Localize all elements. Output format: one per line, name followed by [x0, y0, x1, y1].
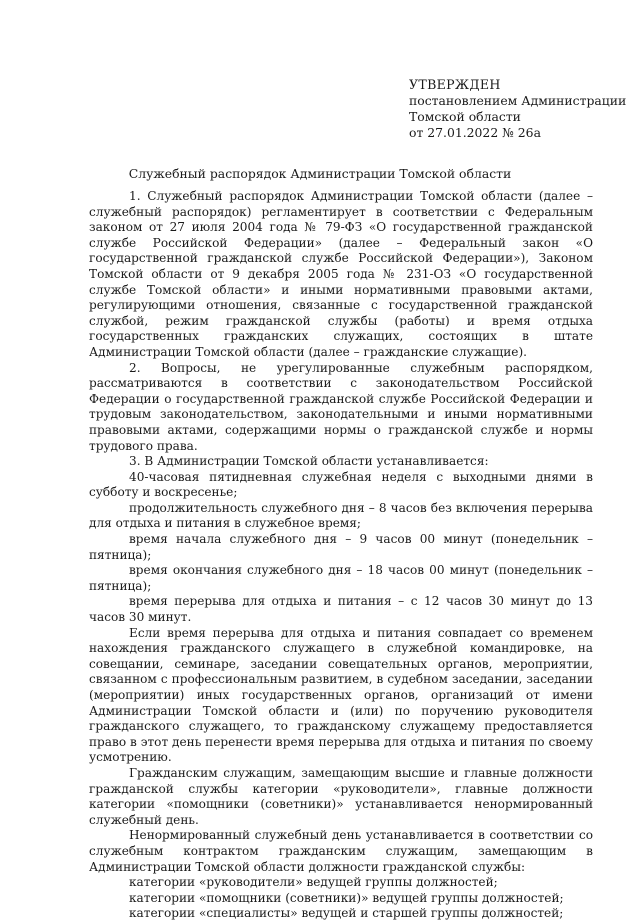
list-item: категории «руководители» ведущей группы должностей; [129, 875, 498, 890]
paragraph: Ненормированный служебный день устанавливается в соответствии со служебным контрактом гражданским служащим, замещающим в Администрации Томской области должности гражданской службы: [89, 828, 593, 874]
approval-stamp [409, 77, 626, 141]
approval-heading: УТВЕРЖДЕН [409, 77, 501, 92]
paragraph: Если время перерыва для отдыха и питания совпадает со временем нахождения гражданского служащего в служебной командировке, на совещании, семинаре, заседании совещательных органов, мероприятии, связанном с профессиональным развитием, в судебном заседании, заседании (мероприятии) иных государственных органов, организаций от имени Администрации Томской области и (или) по поручению руководителя гражданского служащего, то гражданскому служащему предоставляется право в этот день перенести время перерыва для отдыха и питания по своему усмотрению. [89, 625, 593, 765]
list-item: 40-часовая пятидневная служебная неделя с выходными днями в субботу и воскресенье; [89, 469, 593, 500]
list-item: продолжительность служебного дня – 8 часов без включения перерыва для отдыха и питания в служебное время; [89, 500, 593, 531]
paragraph: Гражданским служащим, замещающим высшие и главные должности гражданской службы категории «руководители», главные должности категории «помощники (советники)» устанавливается ненормированный служебный день. [89, 765, 593, 827]
list-item: время перерыва для отдыха и питания – с 12 часов 30 минут до 13 часов 30 минут. [89, 594, 593, 625]
list-item: время начала служебного дня – 9 часов 00 минут (понедельник – пятница); [89, 532, 593, 562]
approval-line: постановлением Администрации [409, 93, 627, 108]
paragraph: 1. Служебный распорядок Администрации Томской области (далее – служебный распорядок) регламентирует в соответствии с Федеральным законом от 27 июля 2004 года № 79-ФЗ «О государственной гражданской службе Российской Федерации» (далее – Федеральный закон «О государственной гражданской службе Российской Федерации»), Законом Томской области от 9 декабря 2005 года № 231-ОЗ «О государственной службе Томской области» и иными нормативными правовыми актами, регулирующими отношения, связанные с государственной гражданской службой, режим гражданской службы (работы) и время отдыха государственных гражданских служащих, состоящих в штате Администрации Томской области (далее – гражданские служащие). [89, 189, 593, 359]
document-title: Служебный распорядок Администрации Томской области [128, 166, 512, 181]
approval-line: Томской области [409, 109, 521, 124]
paragraph: 2. Вопросы, не урегулированные служебным распорядком, рассматриваются в соответствии с законодательством Российской Федерации о государственной гражданской службе Российской Федерации и трудовым законодательством, законодательными и иными нормативными правовыми актами, содержащими нормы о гражданской службе и нормы трудового права. [89, 360, 593, 453]
document-body [89, 189, 593, 922]
paragraph: 3. В Администрации Томской области устанавливается: [129, 454, 489, 469]
list-item: категории «специалисты» ведущей и старшей группы должностей; [129, 906, 564, 921]
list-item: время окончания служебного дня – 18 часов 00 минут (понедельник – пятница); [89, 563, 593, 593]
approval-date: от 27.01.2022 № 26а [409, 125, 541, 140]
list-item: категории «помощники (советники)» ведущей группы должностей; [129, 890, 564, 905]
